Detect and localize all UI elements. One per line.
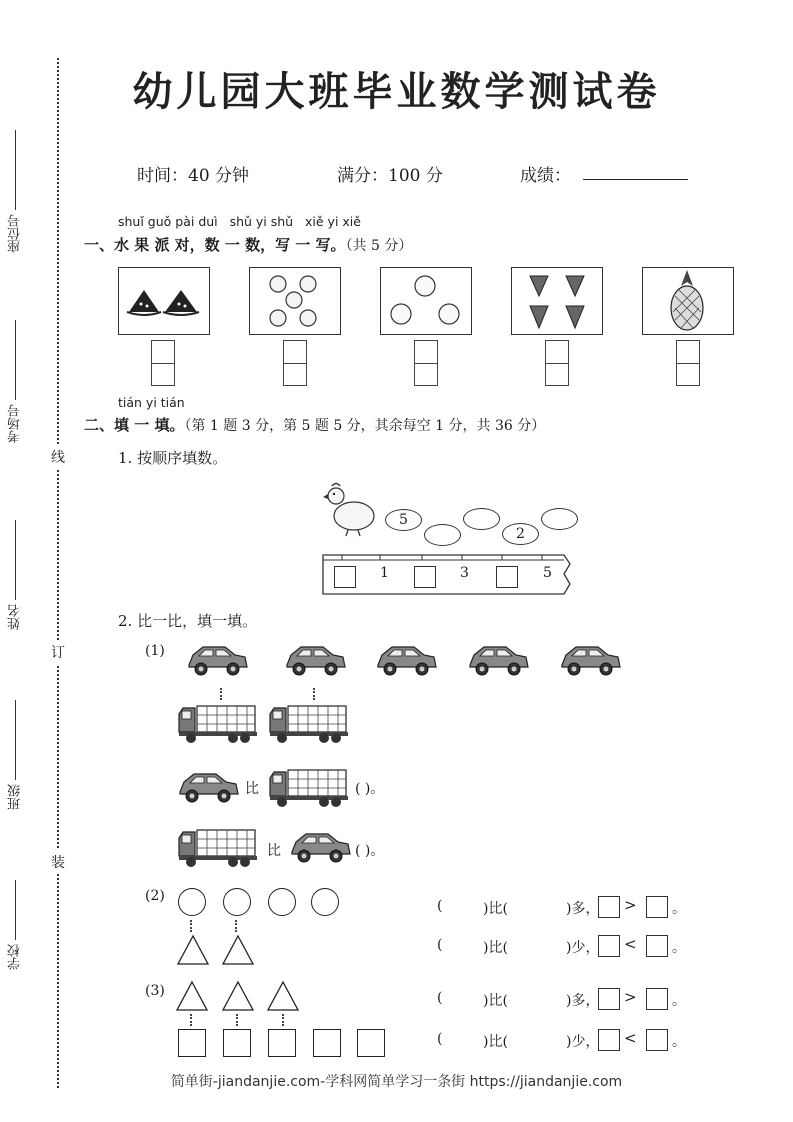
- ruler-number-3: 3: [460, 565, 469, 581]
- match-dots: [220, 688, 222, 700]
- egg-oval-4[interactable]: 2: [502, 523, 539, 545]
- section1-heading: 一、水 果 派 对，数 一 数，写 一 写。（共 5 分）: [84, 236, 413, 254]
- square-shape: [357, 1029, 385, 1057]
- compare-bi-2: 比: [267, 843, 281, 859]
- school-field[interactable]: 学校: [6, 880, 25, 974]
- triangle-shape: [176, 934, 210, 966]
- answer-blank-car-truck[interactable]: ( )。: [355, 781, 385, 797]
- answer-square[interactable]: [598, 935, 620, 957]
- peach-icon: [250, 268, 340, 334]
- time-info: 时间：40 分钟: [137, 166, 250, 186]
- answer-box-strawberry[interactable]: [545, 340, 569, 386]
- watermelon-box: [118, 267, 210, 335]
- section1-pinyin: shuǐ guǒ pài duì shǔ yi shǔ xiě yi xiě: [118, 214, 361, 229]
- ruler-number-5: 5: [543, 565, 552, 581]
- ruler-blank-2[interactable]: [414, 566, 436, 588]
- ruler-number-1: 1: [380, 565, 389, 581]
- answer-box-peach[interactable]: [283, 340, 307, 386]
- strawberry-icon: [512, 268, 602, 334]
- strawberry-box: [511, 267, 603, 335]
- full-score-info: 满分：100 分: [337, 166, 443, 186]
- part-3-label: (3): [145, 983, 165, 999]
- binding-dotted-line: [57, 58, 59, 1088]
- page-title: 幼儿园大班毕业数学测试卷: [132, 69, 661, 115]
- answer-square[interactable]: [646, 988, 668, 1010]
- egg-oval-5[interactable]: [541, 508, 578, 530]
- score-blank[interactable]: [583, 179, 688, 180]
- match-dots: [190, 1014, 192, 1026]
- ruler-blank-3[interactable]: [496, 566, 518, 588]
- part-1-label: (1): [145, 643, 165, 659]
- car-icon: [283, 643, 349, 679]
- part-2-label: (2): [145, 888, 165, 904]
- circle-shape: [268, 888, 296, 916]
- class-field[interactable]: 班级: [6, 700, 25, 814]
- circle-shape: [178, 888, 206, 916]
- car-icon: [185, 643, 251, 679]
- circle-shape: [223, 888, 251, 916]
- apple-icon: [381, 268, 471, 334]
- answer-square[interactable]: [598, 1029, 620, 1051]
- score-label: 成绩：: [520, 166, 571, 186]
- number-ruler: [322, 554, 572, 595]
- watermelon-icon: [119, 268, 209, 334]
- pineapple-icon: [643, 268, 733, 334]
- square-shape: [313, 1029, 341, 1057]
- binding-mark-zhuang: 装: [50, 850, 66, 874]
- hen-icon: [322, 480, 378, 538]
- section2-heading: 二、填 一 填。（第 1 题 3 分，第 5 题 5 分，其余每空 1 分，共 36 分）: [84, 416, 546, 434]
- answer-square[interactable]: [646, 1029, 668, 1051]
- car-icon: [374, 643, 440, 679]
- truck-icon: [177, 704, 259, 746]
- answer-box-apple[interactable]: [414, 340, 438, 386]
- truck-icon: [268, 768, 350, 810]
- egg-oval-2[interactable]: [424, 524, 461, 546]
- triangle-shape: [221, 980, 255, 1012]
- match-dots: [313, 688, 315, 700]
- egg-oval-3[interactable]: [463, 508, 500, 530]
- binding-mark-ding: 订: [50, 640, 66, 664]
- footer-watermark: 简单街-jiandanjie.com-学科网简单学习一条街 https://jiandanjie.com: [170, 1074, 623, 1090]
- match-dots: [236, 1014, 238, 1026]
- question-1: 1. 按顺序填数。: [118, 449, 228, 467]
- answer-box-pineapple[interactable]: [676, 340, 700, 386]
- exam-room-field[interactable]: 考场号: [6, 320, 25, 447]
- square-shape: [178, 1029, 206, 1057]
- apple-box: [380, 267, 472, 335]
- answer-square[interactable]: [646, 935, 668, 957]
- car-icon: [176, 770, 242, 806]
- match-dots: [190, 920, 192, 932]
- car-icon: [466, 643, 532, 679]
- binding-mark-xian: 线: [50, 445, 66, 469]
- truck-icon: [177, 828, 259, 870]
- car-icon: [288, 830, 354, 866]
- name-field[interactable]: 姓名: [6, 520, 25, 634]
- pineapple-box: [642, 267, 734, 335]
- square-shape: [268, 1029, 296, 1057]
- car-icon: [558, 643, 624, 679]
- seat-number-field[interactable]: 座位号: [6, 130, 25, 257]
- compare-bi-1: 比: [245, 781, 259, 797]
- triangle-shape: [221, 934, 255, 966]
- answer-square[interactable]: [598, 896, 620, 918]
- triangle-shape: [175, 980, 209, 1012]
- egg-oval-1[interactable]: 5: [385, 509, 422, 531]
- square-shape: [223, 1029, 251, 1057]
- peach-box: [249, 267, 341, 335]
- circle-shape: [311, 888, 339, 916]
- section2-pinyin: tián yi tián: [118, 395, 185, 410]
- ruler-blank-1[interactable]: [334, 566, 356, 588]
- match-dots: [235, 920, 237, 932]
- truck-icon: [268, 704, 350, 746]
- triangle-shape: [266, 980, 300, 1012]
- question-2: 2. 比一比，填一填。: [118, 612, 258, 630]
- answer-square[interactable]: [646, 896, 668, 918]
- match-dots: [282, 1014, 284, 1026]
- answer-square[interactable]: [598, 988, 620, 1010]
- answer-blank-truck-car[interactable]: ( )。: [355, 843, 385, 859]
- answer-box-watermelon[interactable]: [151, 340, 175, 386]
